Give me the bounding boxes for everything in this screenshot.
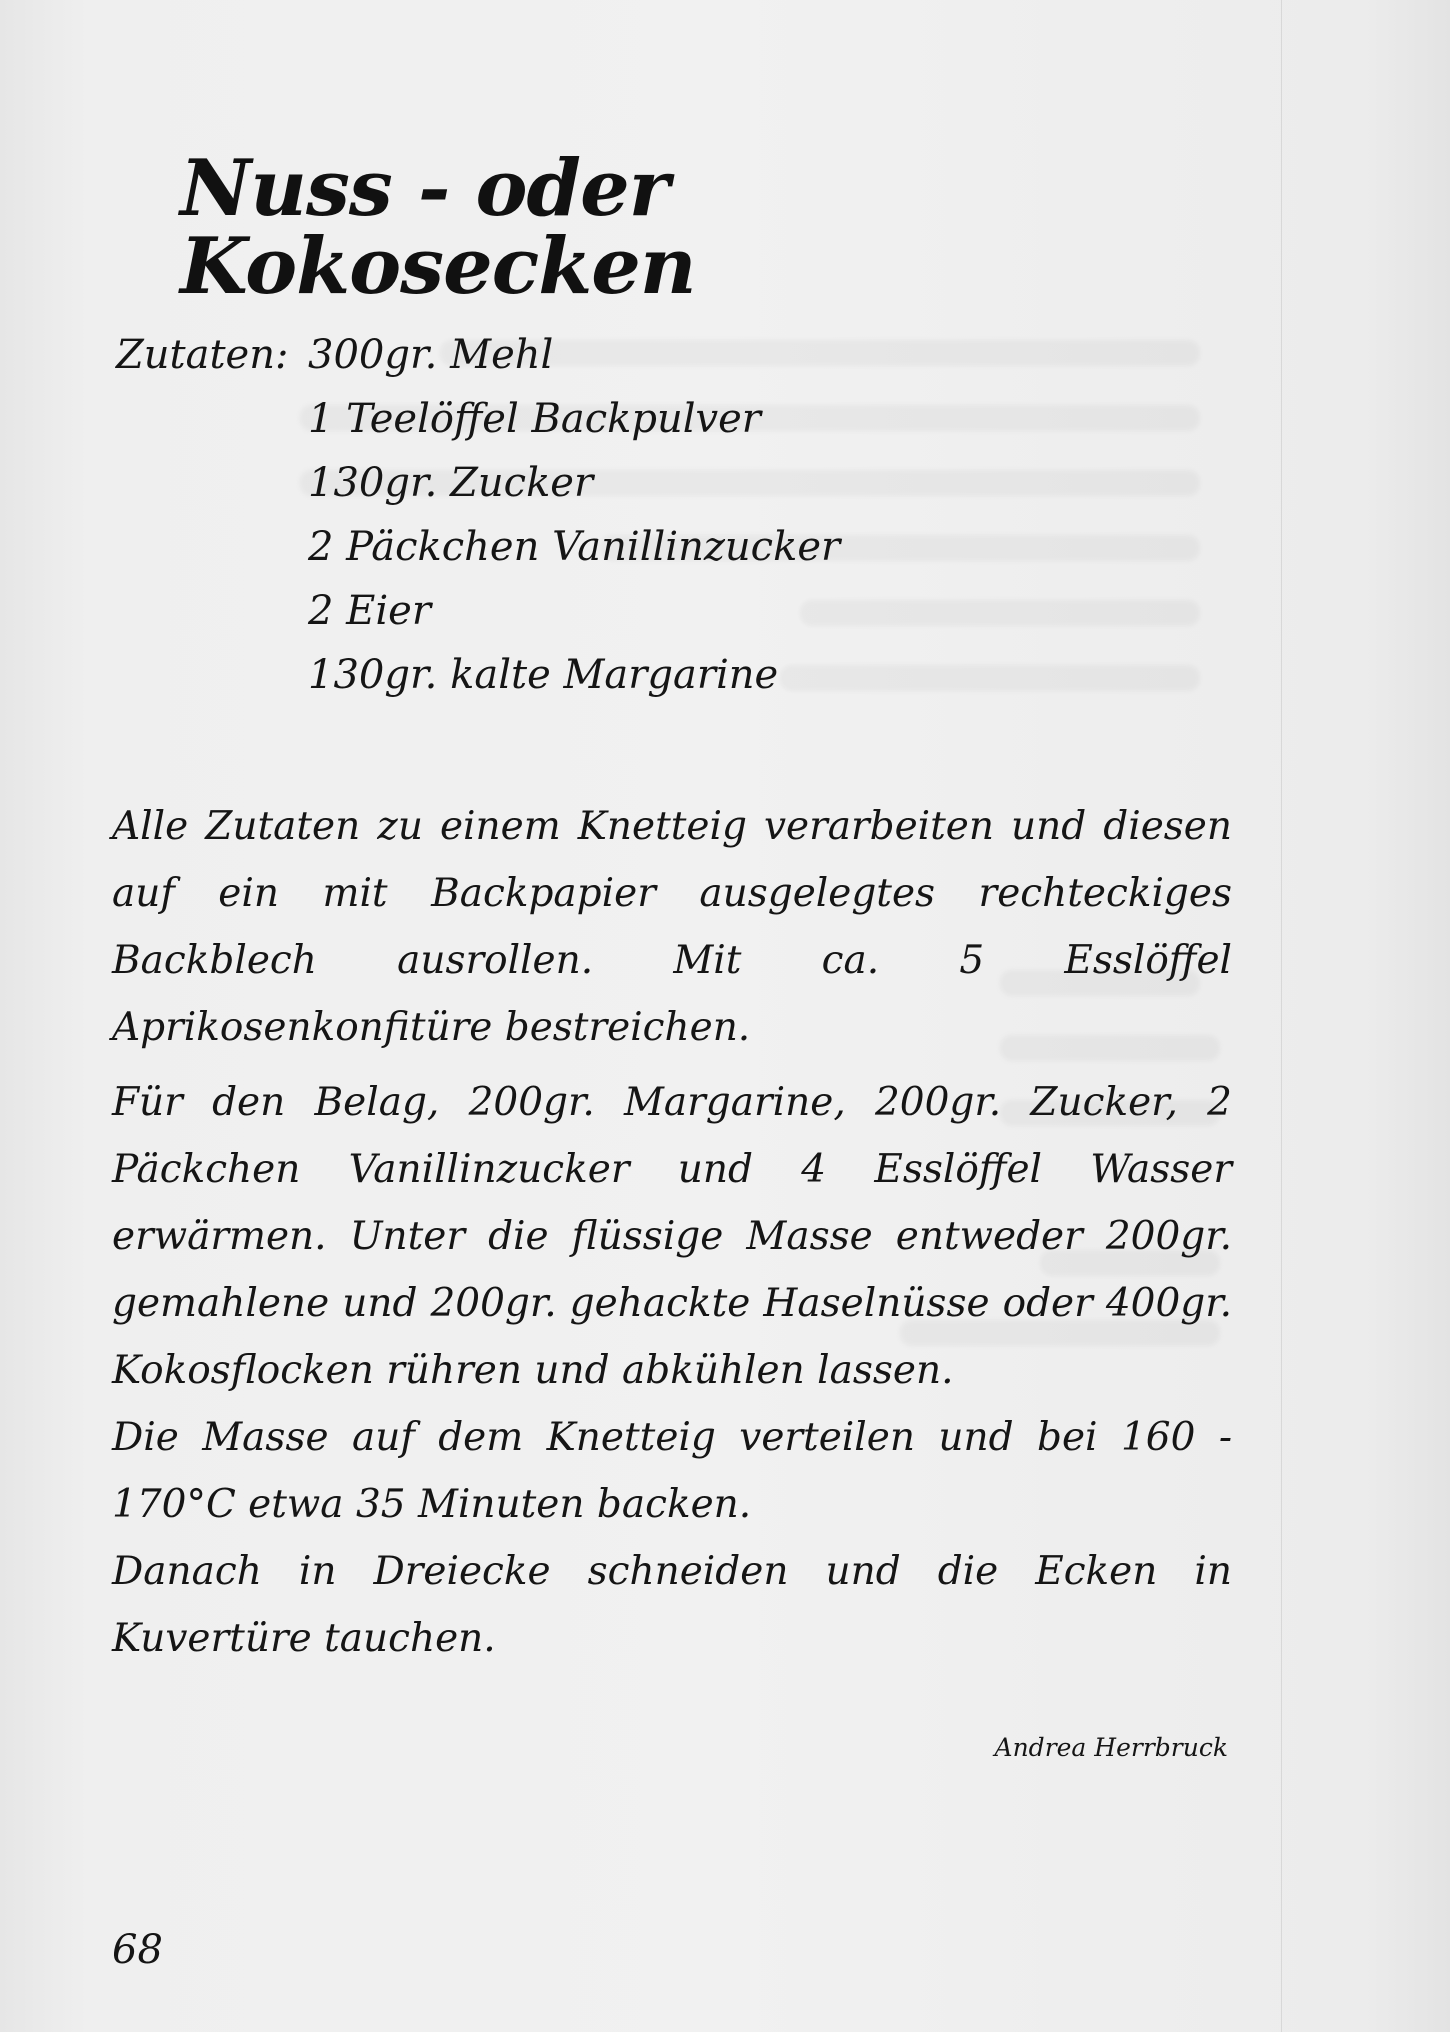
page-edge-line — [1281, 0, 1282, 2032]
instructions — [112, 793, 1232, 1672]
ingredient-item: 130gr. Zucker — [308, 460, 594, 506]
ingredient-item: 300gr. Mehl — [308, 332, 554, 378]
recipe-title: Nuss - oder Kokosecken — [180, 143, 696, 312]
ingredient-item: 2 Eier — [308, 588, 431, 634]
ingredient-item: 1 Teelöffel Backpulver — [308, 396, 761, 442]
ingredients-label: Zutaten: — [116, 332, 289, 378]
page-number: 68 — [112, 1927, 163, 1973]
instruction-paragraph: Alle Zutaten zu einem Knetteig verarbeiten und diesen auf ein mit Backpapier ausgelegtes rechteckiges Backblech ausrollen. Mit ca. 5 Esslöffel Aprikosenkonfitüre bestreichen. — [112, 804, 1232, 1050]
instruction-paragraph: Die Masse auf dem Knetteig verteilen und bei 160 - 170°C etwa 35 Minuten backen. — [112, 1415, 1232, 1527]
recipe-author: Andrea Herrbruck — [994, 1733, 1228, 1762]
ingredients-list — [308, 332, 841, 719]
ingredient-item: 2 Päckchen Vanillinzucker — [308, 524, 841, 570]
instruction-paragraph: Danach in Dreiecke schneiden und die Ecken in Kuvertüre tauchen. — [112, 1549, 1232, 1661]
ingredient-item: 130gr. kalte Margarine — [308, 652, 779, 698]
instruction-paragraph: Für den Belag, 200gr. Margarine, 200gr. Zucker, 2 Päckchen Vanillinzucker und 4 Esslöffel Wasser erwärmen. Unter die flüssige Masse entweder 200gr. gemahlene und 200gr. gehackte Haselnüsse oder 400gr. Kokosflocken rühren und abkühlen lassen. — [112, 1080, 1232, 1393]
